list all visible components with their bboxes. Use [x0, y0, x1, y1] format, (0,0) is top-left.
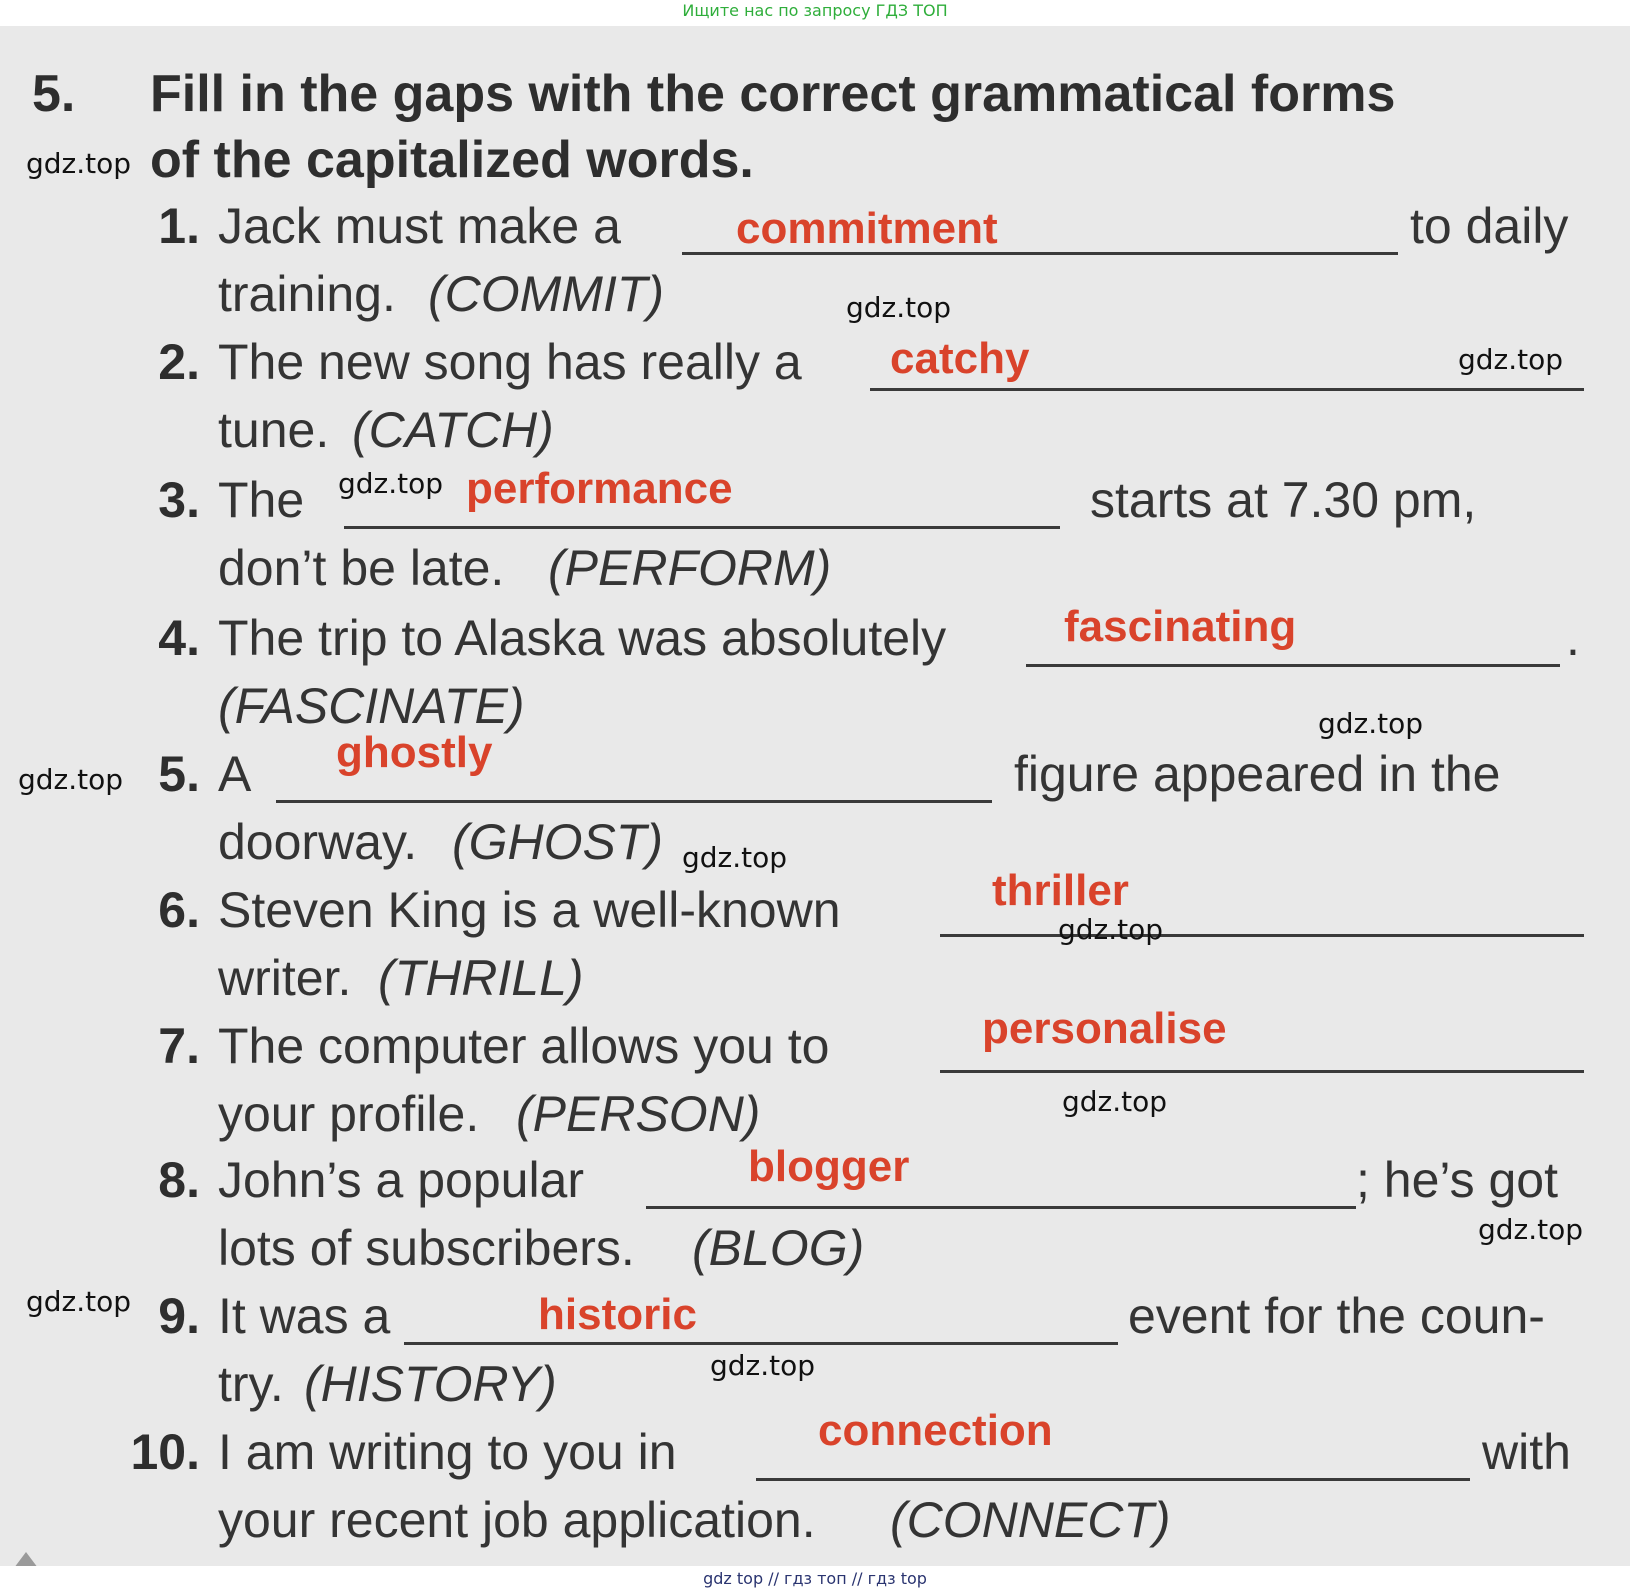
bottom-footer: gdz top // гдз топ // гдз top	[0, 1566, 1630, 1592]
answer-text: blogger	[748, 1142, 910, 1191]
watermark: gdz.top	[1318, 707, 1424, 740]
exercise-number: 5.	[32, 65, 76, 123]
item-text: The new song has really a	[218, 334, 802, 390]
answer-text: connection	[818, 1406, 1053, 1455]
item-number: 2.	[158, 334, 200, 390]
answer-text: performance	[466, 464, 733, 513]
item-hint: (BLOG)	[692, 1220, 865, 1276]
item-text-line2: writer.	[218, 950, 352, 1006]
answer-blank[interactable]	[404, 1342, 1118, 1345]
item-text-after: to daily	[1410, 198, 1569, 254]
answer-text: historic	[538, 1290, 697, 1339]
item-text-after: figure appeared in the	[1014, 746, 1501, 802]
item-text: Jack must make a	[218, 198, 621, 254]
answer-text: fascinating	[1064, 602, 1297, 651]
item-text-line2: your recent job application.	[218, 1492, 816, 1548]
item-text-after: event for the coun-	[1128, 1288, 1545, 1344]
item-text: A	[218, 746, 252, 802]
watermark: gdz.top	[1058, 913, 1164, 946]
answer-blank[interactable]	[756, 1478, 1470, 1481]
item-number: 4.	[158, 610, 200, 666]
item-text-line2: tune.	[218, 402, 330, 458]
watermark: gdz.top	[1062, 1085, 1168, 1118]
item-hint: (COMMIT)	[428, 266, 665, 322]
exercise-title-line2: of the capitalized words.	[150, 131, 754, 189]
item-hint: (PERFORM)	[548, 540, 832, 596]
watermark: gdz.top	[26, 1285, 132, 1318]
item-text-line2: doorway.	[218, 814, 418, 870]
item-number: 7.	[158, 1018, 200, 1074]
item-hint: (THRILL)	[378, 950, 584, 1006]
item-text: The trip to Alaska was absolutely	[218, 610, 947, 666]
item-text-after: starts at 7.30 pm,	[1090, 472, 1477, 528]
top-banner: Ищите нас по запросу ГДЗ ТОП	[682, 1, 948, 20]
item-text-line2: lots of subscribers.	[218, 1220, 635, 1276]
item-number: 9.	[158, 1288, 200, 1344]
item-hint: (FASCINATE)	[218, 678, 525, 734]
item-text: It was a	[218, 1288, 391, 1344]
item-hint: (HISTORY)	[304, 1356, 557, 1412]
watermark: gdz.top	[1458, 343, 1564, 376]
item-text-after: ; he’s got	[1356, 1152, 1559, 1208]
watermark: gdz.top	[682, 841, 788, 874]
item-text: I am writing to you in	[218, 1424, 677, 1480]
item-text: The	[218, 472, 305, 528]
item-number: 5.	[158, 746, 200, 802]
watermark: gdz.top	[338, 467, 444, 500]
answer-blank[interactable]	[1026, 664, 1560, 667]
item-text: Steven King is a well-known	[218, 882, 841, 938]
watermark: gdz.top	[710, 1349, 816, 1382]
answer-text: catchy	[890, 334, 1030, 383]
item-text-line2: don’t be late.	[218, 540, 505, 596]
answer-text: personalise	[982, 1004, 1227, 1053]
watermark: gdz.top	[26, 147, 132, 180]
answer-text: thriller	[992, 866, 1129, 915]
item-text: John’s a popular	[218, 1152, 585, 1208]
answer-text: ghostly	[336, 728, 493, 777]
answer-blank[interactable]	[276, 800, 992, 803]
item-number: 1.	[158, 198, 200, 254]
item-hint: (GHOST)	[452, 814, 664, 870]
item-text: The computer allows you to	[218, 1018, 830, 1074]
item-number: 8.	[158, 1152, 200, 1208]
watermark: gdz.top	[1478, 1213, 1584, 1246]
item-text-after: with	[1482, 1424, 1571, 1480]
answer-blank[interactable]	[646, 1206, 1356, 1209]
item-number: 10.	[130, 1424, 200, 1480]
item-text-line2: try.	[218, 1356, 284, 1412]
watermark: gdz.top	[18, 763, 124, 796]
answer-blank[interactable]	[940, 934, 1584, 937]
answer-blank[interactable]	[940, 1070, 1584, 1073]
item-hint: (PERSON)	[516, 1086, 761, 1142]
item-hint: (CONNECT)	[890, 1492, 1171, 1548]
answer-blank[interactable]	[344, 526, 1060, 529]
item-number: 6.	[158, 882, 200, 938]
item-text-line2: training.	[218, 266, 396, 322]
exercise-title-line1: Fill in the gaps with the correct grammatical forms	[150, 65, 1396, 123]
item-hint: (CATCH)	[352, 402, 554, 458]
item-text-after: .	[1566, 610, 1580, 666]
answer-blank[interactable]	[870, 388, 1584, 391]
watermark: gdz.top	[846, 291, 952, 324]
answer-text: commitment	[736, 204, 998, 253]
item-number: 3.	[158, 472, 200, 528]
item-text-line2: your profile.	[218, 1086, 480, 1142]
